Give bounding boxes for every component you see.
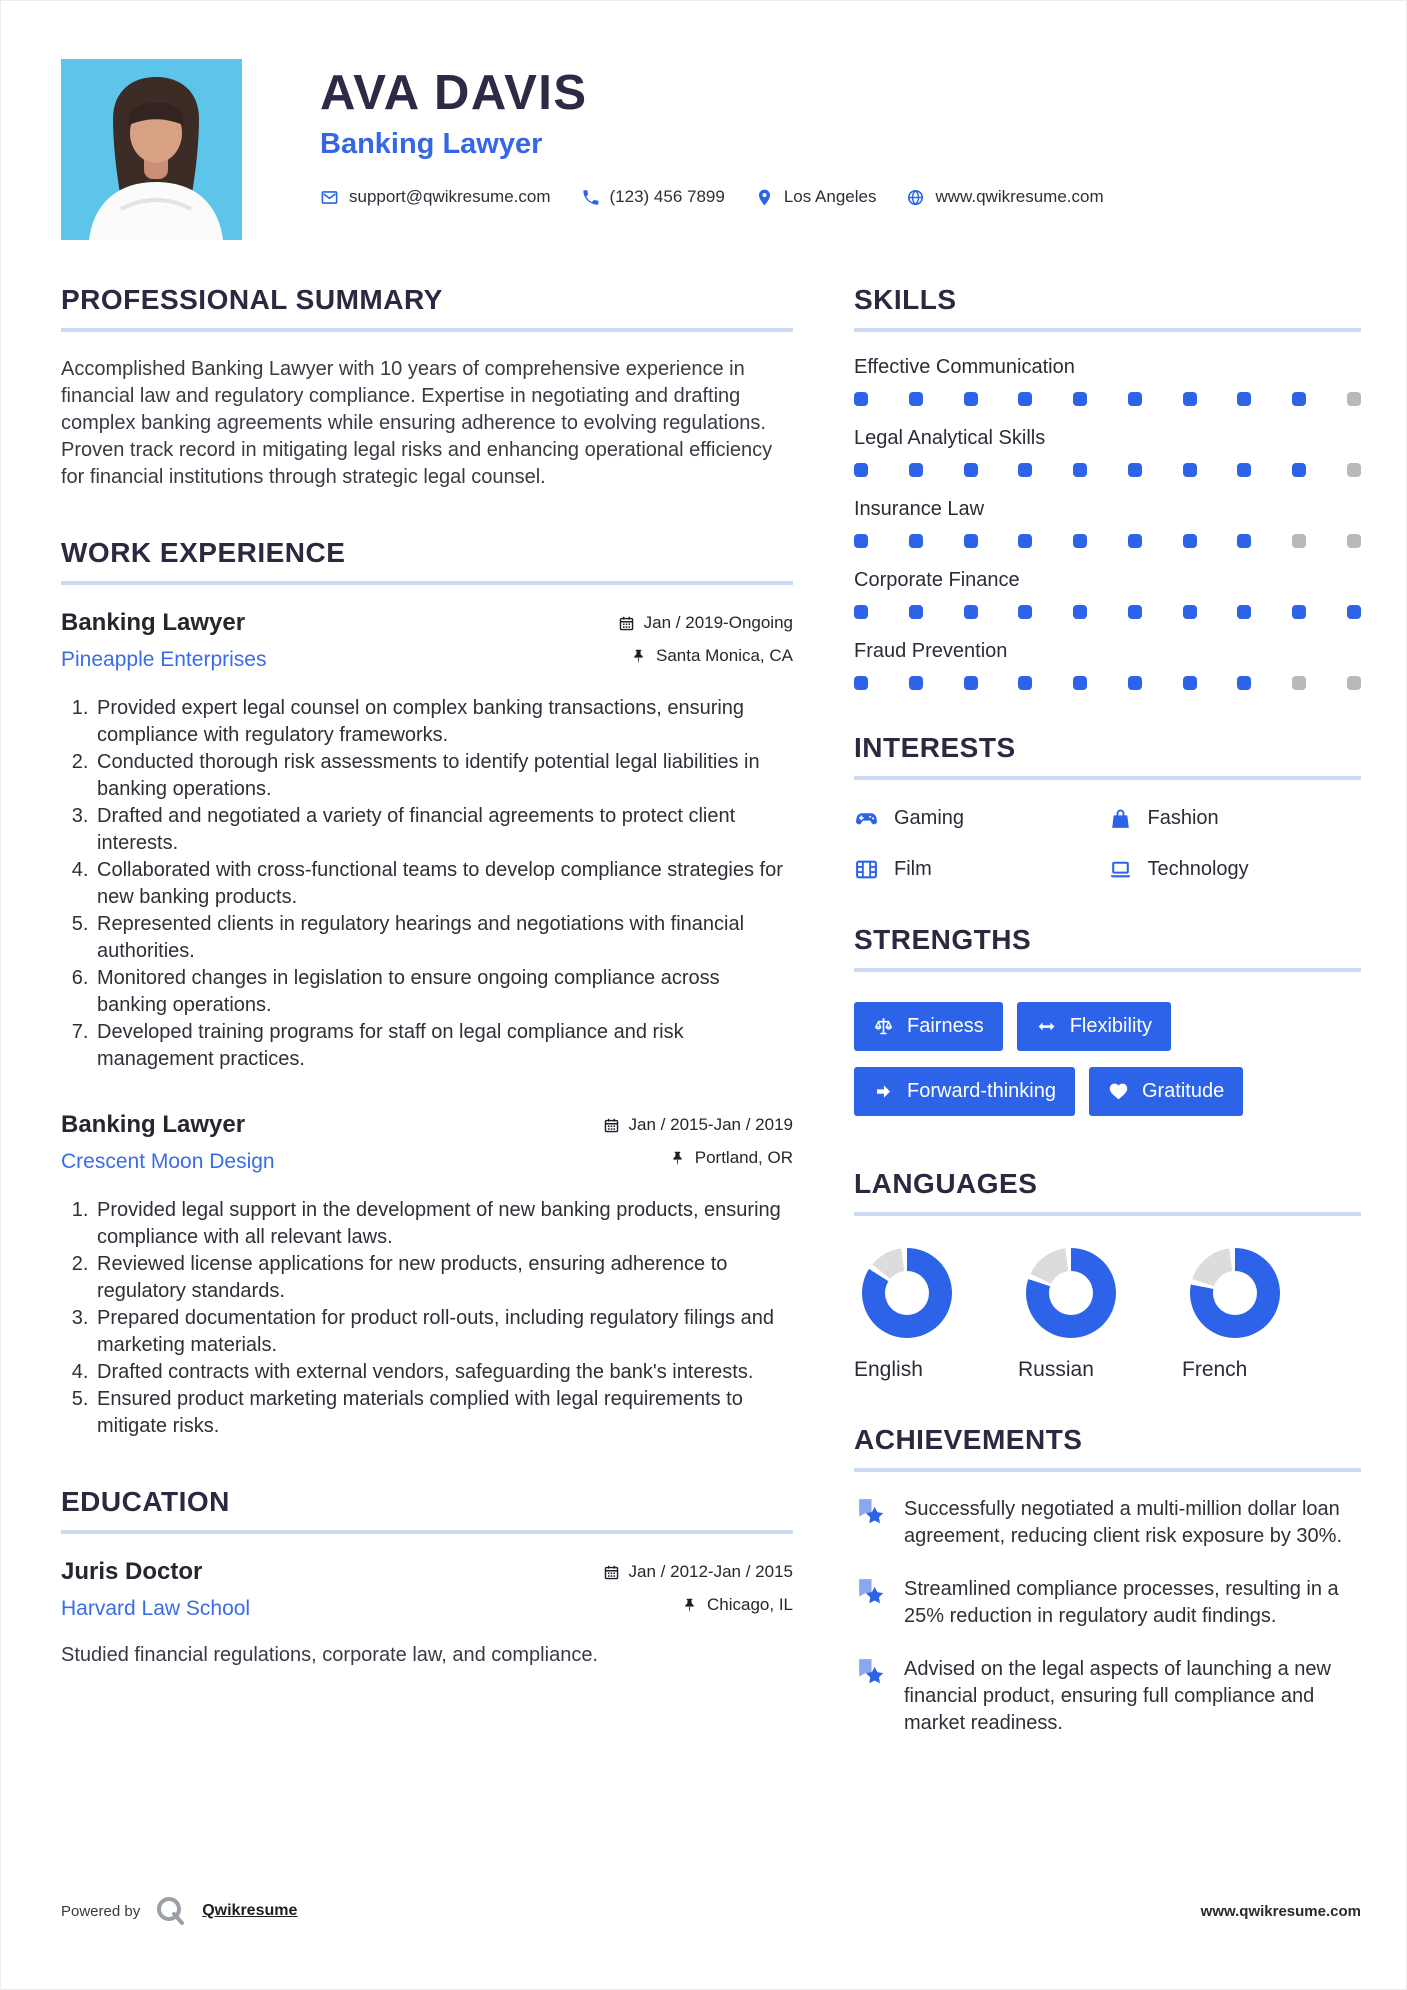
skill-dot [1018, 392, 1032, 406]
strength-chip[interactable] [854, 1002, 1003, 1051]
languages-list [854, 1248, 1361, 1382]
job-dates: Jan / 2015-Jan / 2019 [603, 1115, 793, 1135]
education-dates: Jan / 2012-Jan / 2015 [603, 1562, 793, 1582]
skill-dot [1183, 676, 1197, 690]
skill-dot [909, 392, 923, 406]
contact-row [320, 187, 1104, 207]
skill-dot [1073, 676, 1087, 690]
skill-dot [1128, 676, 1142, 690]
skill-dot [1292, 534, 1306, 548]
section-heading-professional-summary: PROFESSIONAL SUMMARY [61, 284, 793, 332]
calendar-icon [603, 1564, 620, 1581]
skill-dot [1347, 534, 1361, 548]
skill-dot [1073, 534, 1087, 548]
interest-label: Film [894, 858, 932, 880]
language-donut-chart [1190, 1248, 1280, 1338]
skills-list [854, 356, 1361, 690]
section-education [61, 1486, 793, 1667]
language-donut-chart [862, 1248, 952, 1338]
section-heading-skills: SKILLS [854, 284, 1361, 332]
language-item [854, 1248, 1018, 1382]
achievement-text: Successfully negotiated a multi-million dollar loan agreement, reducing client risk exposure by 30%. [904, 1498, 1343, 1547]
degree-title: Juris Doctor [61, 1558, 203, 1585]
job-bullet: 6. Monitored changes in legislation to ensure ongoing compliance across banking operations. [94, 965, 793, 1019]
footer-website: www.qwikresume.com [1200, 1902, 1361, 1920]
job-location: Portland, OR [603, 1148, 793, 1168]
job-bullet: 4. Drafted contracts with external vendors, safeguarding the bank's interests. [94, 1359, 793, 1386]
skill-dot [854, 392, 868, 406]
skill-dot [964, 676, 978, 690]
strength-chip[interactable] [1089, 1067, 1243, 1116]
skill-dot [964, 463, 978, 477]
skill-name: Effective Communication [854, 356, 1075, 378]
resume-body [61, 284, 1361, 1763]
skill-rating [854, 605, 1361, 619]
job-bullet: 3. Drafted and negotiated a variety of financial agreements to protect client interests. [94, 803, 793, 857]
skill-dot [1347, 463, 1361, 477]
job-title: Banking Lawyer [61, 609, 246, 636]
profile-photo [61, 59, 242, 240]
skill-dot [964, 605, 978, 619]
skill-dot [854, 676, 868, 690]
skill-dot [1018, 534, 1032, 548]
job-bullet: 2. Reviewed license applications for new products, ensuring adherence to regulatory standards. [94, 1251, 793, 1305]
skill-dot [1018, 676, 1032, 690]
section-heading-work-experience: WORK EXPERIENCE [61, 537, 793, 585]
skill-name: Fraud Prevention [854, 640, 1008, 662]
scales-icon [873, 1016, 894, 1037]
handbag-icon [1108, 806, 1133, 831]
job-entry [61, 609, 793, 1073]
job-bullet: 2. Conducted thorough risk assessments to identify potential legal liabilities in banking operations. [94, 749, 793, 803]
strength-label: Forward-thinking [907, 1080, 1056, 1102]
skill-dot [1347, 392, 1361, 406]
pushpin-icon [669, 1150, 686, 1167]
skill-dot [1128, 392, 1142, 406]
language-donut-chart [1026, 1248, 1116, 1338]
skill-dot [1237, 605, 1251, 619]
skill-dot [964, 534, 978, 548]
contact-text: (123) 456 7899 [609, 187, 725, 206]
skill-dot [1347, 605, 1361, 619]
powered-by [61, 1894, 297, 1928]
contact-text: Los Angeles [783, 187, 877, 206]
skill-dot [909, 534, 923, 548]
interest-item [1108, 857, 1362, 882]
skill-dot [1128, 605, 1142, 619]
skill-dot [909, 676, 923, 690]
job-dates: Jan / 2019-Ongoing [618, 613, 793, 633]
job-bullet: 1. Provided legal support in the development of new banking products, ensuring compliance with all relevant laws. [94, 1197, 793, 1251]
achievement-star-icon [854, 1577, 887, 1610]
skill-dot [1292, 392, 1306, 406]
strength-chip[interactable] [1017, 1002, 1171, 1051]
skill-dot [854, 463, 868, 477]
section-heading-languages: LANGUAGES [854, 1168, 1361, 1216]
skill-dot [1073, 463, 1087, 477]
skill-dot [1183, 463, 1197, 477]
phone-icon [581, 188, 600, 207]
section-heading-education: EDUCATION [61, 1486, 793, 1534]
job-bullet: 1. Provided expert legal counsel on complex banking transactions, ensuring compliance with regulatory frameworks. [94, 695, 793, 749]
interest-item [854, 857, 1108, 882]
skill-dot [1183, 534, 1197, 548]
laptop-icon [1108, 857, 1133, 882]
globe-icon [906, 188, 925, 207]
skill-dot [1128, 463, 1142, 477]
job-title: Banking Lawyer [61, 1111, 246, 1138]
skill-dot [1128, 534, 1142, 548]
right-column [854, 284, 1361, 1763]
achievement-item [854, 1576, 1361, 1630]
pushpin-icon [681, 1597, 698, 1614]
location-icon [755, 188, 774, 207]
skill-dot [1237, 463, 1251, 477]
section-work-experience [61, 537, 793, 1440]
skill-dot [1237, 534, 1251, 548]
strength-label: Fairness [907, 1015, 984, 1037]
strength-chip[interactable] [854, 1067, 1075, 1116]
language-item [1182, 1248, 1346, 1382]
skill-name: Insurance Law [854, 498, 985, 520]
powered-by-label: Powered by [61, 1902, 141, 1920]
interest-label: Fashion [1147, 807, 1219, 829]
language-label: French [1182, 1358, 1248, 1381]
page-footer [61, 1894, 1361, 1928]
achievement-star-icon [854, 1497, 887, 1530]
pushpin-icon [630, 648, 647, 665]
job-bullet: 5. Represented clients in regulatory hearings and negotiations with financial authorities. [94, 911, 793, 965]
interest-label: Gaming [894, 807, 965, 829]
arrow-right-icon [873, 1081, 894, 1102]
job-bullet: 5. Ensured product marketing materials complied with legal requirements to mitigate risks. [94, 1386, 793, 1440]
person-name: AVA DAVIS [320, 66, 588, 120]
achievement-item [854, 1656, 1361, 1737]
person-title: Banking Lawyer [320, 128, 543, 160]
achievements-list [854, 1496, 1361, 1737]
language-label: English [854, 1358, 923, 1381]
skill-dot [1292, 676, 1306, 690]
arrows-icon [1036, 1016, 1057, 1037]
jobs-list [61, 609, 793, 1440]
interests-grid [854, 806, 1361, 882]
skill-rating [854, 676, 1361, 690]
skill-dot [1183, 605, 1197, 619]
skill-dot [1292, 605, 1306, 619]
skill-item [854, 356, 1361, 406]
section-interests [854, 732, 1361, 882]
achievement-item [854, 1496, 1361, 1550]
skill-name: Corporate Finance [854, 569, 1020, 591]
job-location: Santa Monica, CA [618, 646, 793, 666]
language-item [1018, 1248, 1182, 1382]
education-location: Chicago, IL [603, 1595, 793, 1615]
skill-dot [1018, 605, 1032, 619]
job-entry [61, 1111, 793, 1440]
heart-icon [1108, 1081, 1129, 1102]
job-bullet: 3. Prepared documentation for product roll-outs, including regulatory filings and marketing materials. [94, 1305, 793, 1359]
section-professional-summary [61, 284, 793, 491]
job-bullet: 4. Collaborated with cross-functional teams to develop compliance strategies for new banking products. [94, 857, 793, 911]
skill-dot [909, 605, 923, 619]
achievement-text: Streamlined compliance processes, resulting in a 25% reduction in regulatory audit findings. [904, 1578, 1339, 1627]
achievement-text: Advised on the legal aspects of launching a new financial product, ensuring full compliance and market readiness. [904, 1658, 1331, 1734]
skill-dot [1073, 605, 1087, 619]
skill-rating [854, 534, 1361, 548]
section-languages [854, 1168, 1361, 1382]
interest-label: Technology [1147, 858, 1249, 880]
skill-name: Legal Analytical Skills [854, 427, 1046, 449]
section-skills [854, 284, 1361, 690]
skill-rating [854, 463, 1361, 477]
education-description: Studied financial regulations, corporate law, and compliance. [61, 1644, 598, 1666]
section-heading-interests: INTERESTS [854, 732, 1361, 780]
skill-rating [854, 392, 1361, 406]
skill-item [854, 569, 1361, 619]
achievement-star-icon [854, 1657, 887, 1690]
skill-dot [854, 605, 868, 619]
section-achievements [854, 1424, 1361, 1737]
skill-dot [854, 534, 868, 548]
contact-text[interactable]: support@qwikresume.com [349, 187, 551, 206]
strength-label: Gratitude [1141, 1080, 1225, 1102]
film-icon [854, 857, 879, 882]
resume-header [61, 59, 1361, 240]
calendar-icon [618, 615, 635, 632]
job-company-link[interactable]: Crescent Moon Design [61, 1150, 275, 1173]
education-entry [61, 1558, 793, 1667]
interest-item [1108, 806, 1362, 831]
job-bullets [61, 695, 793, 1073]
email-icon [320, 188, 339, 207]
summary-text: Accomplished Banking Lawyer with 10 years of comprehensive experience in financial law and regulatory compliance. Expertise in negotiating and drafting complex banking agreements while ensuring adherence to evolving regulations. Proven track record in mitigating legal risks and enhancing operational efficiency for financial institutions through strategic legal counsel. [61, 358, 773, 488]
calendar-icon [603, 1117, 620, 1134]
skill-item [854, 498, 1361, 548]
gamepad-icon [854, 806, 879, 831]
strengths-list [854, 1002, 1361, 1132]
job-company-link[interactable]: Pineapple Enterprises [61, 648, 267, 671]
qwikresume-logo-icon [154, 1894, 188, 1928]
left-column [61, 284, 793, 1763]
language-label: Russian [1018, 1358, 1094, 1381]
skill-dot [964, 392, 978, 406]
job-bullets [61, 1197, 793, 1440]
skill-dot [909, 463, 923, 477]
contact-item [581, 187, 725, 207]
job-bullet: 7. Developed training programs for staff on legal compliance and risk management practices. [94, 1019, 793, 1073]
school-link[interactable]: Harvard Law School [61, 1597, 251, 1620]
skill-dot [1183, 392, 1197, 406]
skill-dot [1237, 676, 1251, 690]
skill-dot [1073, 392, 1087, 406]
skill-dot [1292, 463, 1306, 477]
section-heading-achievements: ACHIEVEMENTS [854, 1424, 1361, 1472]
strength-label: Flexibility [1069, 1015, 1152, 1037]
contact-item [906, 187, 1103, 207]
qwikresume-brand-link[interactable]: Qwikresume [202, 1902, 298, 1919]
skill-dot [1347, 676, 1361, 690]
interest-item [854, 806, 1108, 831]
skill-item [854, 640, 1361, 690]
skill-item [854, 427, 1361, 477]
contact-item [320, 187, 551, 207]
contact-item [755, 187, 877, 207]
skill-dot [1237, 392, 1251, 406]
section-heading-strengths: STRENGTHS [854, 924, 1361, 972]
skill-dot [1018, 463, 1032, 477]
section-strengths [854, 924, 1361, 1132]
contact-text[interactable]: www.qwikresume.com [935, 187, 1104, 206]
